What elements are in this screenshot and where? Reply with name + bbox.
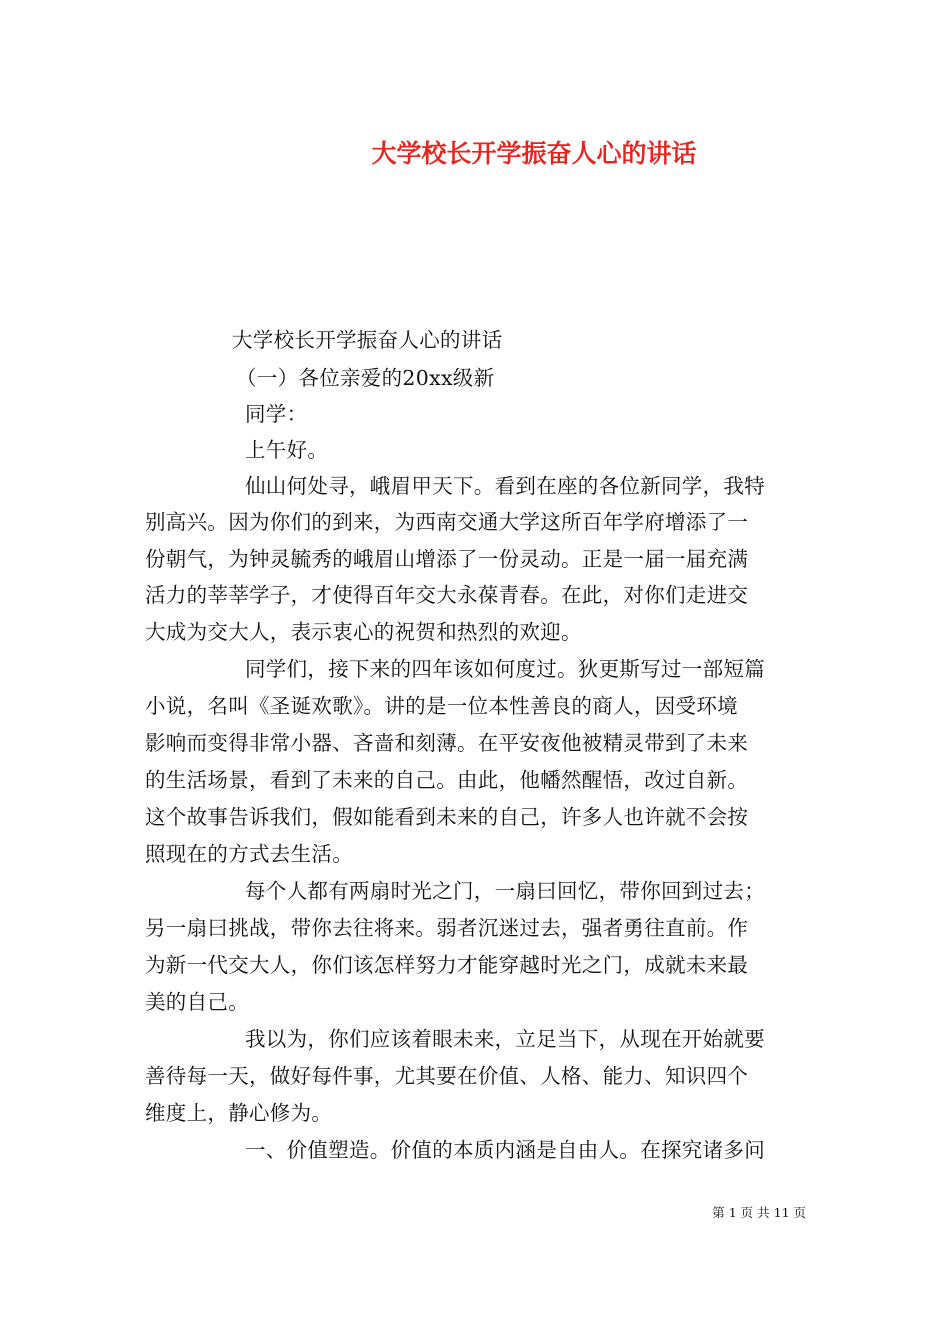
body-line: 小说，名叫《圣诞欢歌》。讲的是一位本性善良的商人，因受环境: [145, 694, 738, 718]
body-line: 别高兴。因为你们的到来，为西南交通大学这所百年学府增添了一: [145, 510, 749, 534]
body-line: 维度上，静心修为。: [145, 1101, 333, 1125]
body-line: 同学们，接下来的四年该如何度过。狄更斯写过一部短篇: [245, 657, 765, 681]
body-line: 另一扇曰挑战，带你去往将来。弱者沉迷过去，强者勇往直前。作: [145, 916, 749, 940]
body-line: 仙山何处寻，峨眉甲天下。看到在座的各位新同学，我特: [245, 474, 765, 498]
body-line: 上午好。: [245, 438, 329, 462]
body-line: 这个故事告诉我们，假如能看到未来的自己，许多人也许就不会按: [145, 805, 749, 829]
body-line: 同学：: [245, 402, 308, 426]
body-line: 为新一代交大人，你们该怎样努力才能穿越时光之门，成就未来最: [145, 953, 749, 977]
body-line: 大成为交大人，表示衷心的祝贺和热烈的欢迎。: [145, 620, 582, 644]
body-line: 影响而变得非常小器、吝啬和刻薄。在平安夜他被精灵带到了未来: [145, 731, 749, 755]
document-title: 大学校长开学振奋人心的讲话: [371, 139, 697, 168]
page-footer: 第 1 页 共 11 页: [712, 1205, 806, 1220]
body-line: 美的自己。: [145, 990, 249, 1014]
body-line: 一、价值塑造。价值的本质内涵是自由人。在探究诸多问: [245, 1138, 765, 1162]
body-line: 份朝气，为钟灵毓秀的峨眉山增添了一份灵动。正是一届一届充满: [145, 547, 749, 571]
body-line: 每个人都有两扇时光之门，一扇曰回忆，带你回到过去；: [245, 879, 765, 903]
body-line: （一）各位亲爱的20xx级新: [236, 366, 495, 390]
body-line: 照现在的方式去生活。: [145, 842, 353, 866]
body-line: 我以为，你们应该着眼未来，立足当下，从现在开始就要: [245, 1027, 765, 1051]
body-line: 的生活场景，看到了未来的自己。由此，他幡然醒悟，改过自新。: [145, 768, 749, 792]
body-line: 大学校长开学振奋人心的讲话: [232, 328, 503, 352]
body-line: 善待每一天，做好每件事，尤其要在价值、人格、能力、知识四个: [145, 1064, 749, 1088]
body-line: 活力的莘莘学子，才使得百年交大永葆青春。在此，对你们走进交: [145, 583, 749, 607]
